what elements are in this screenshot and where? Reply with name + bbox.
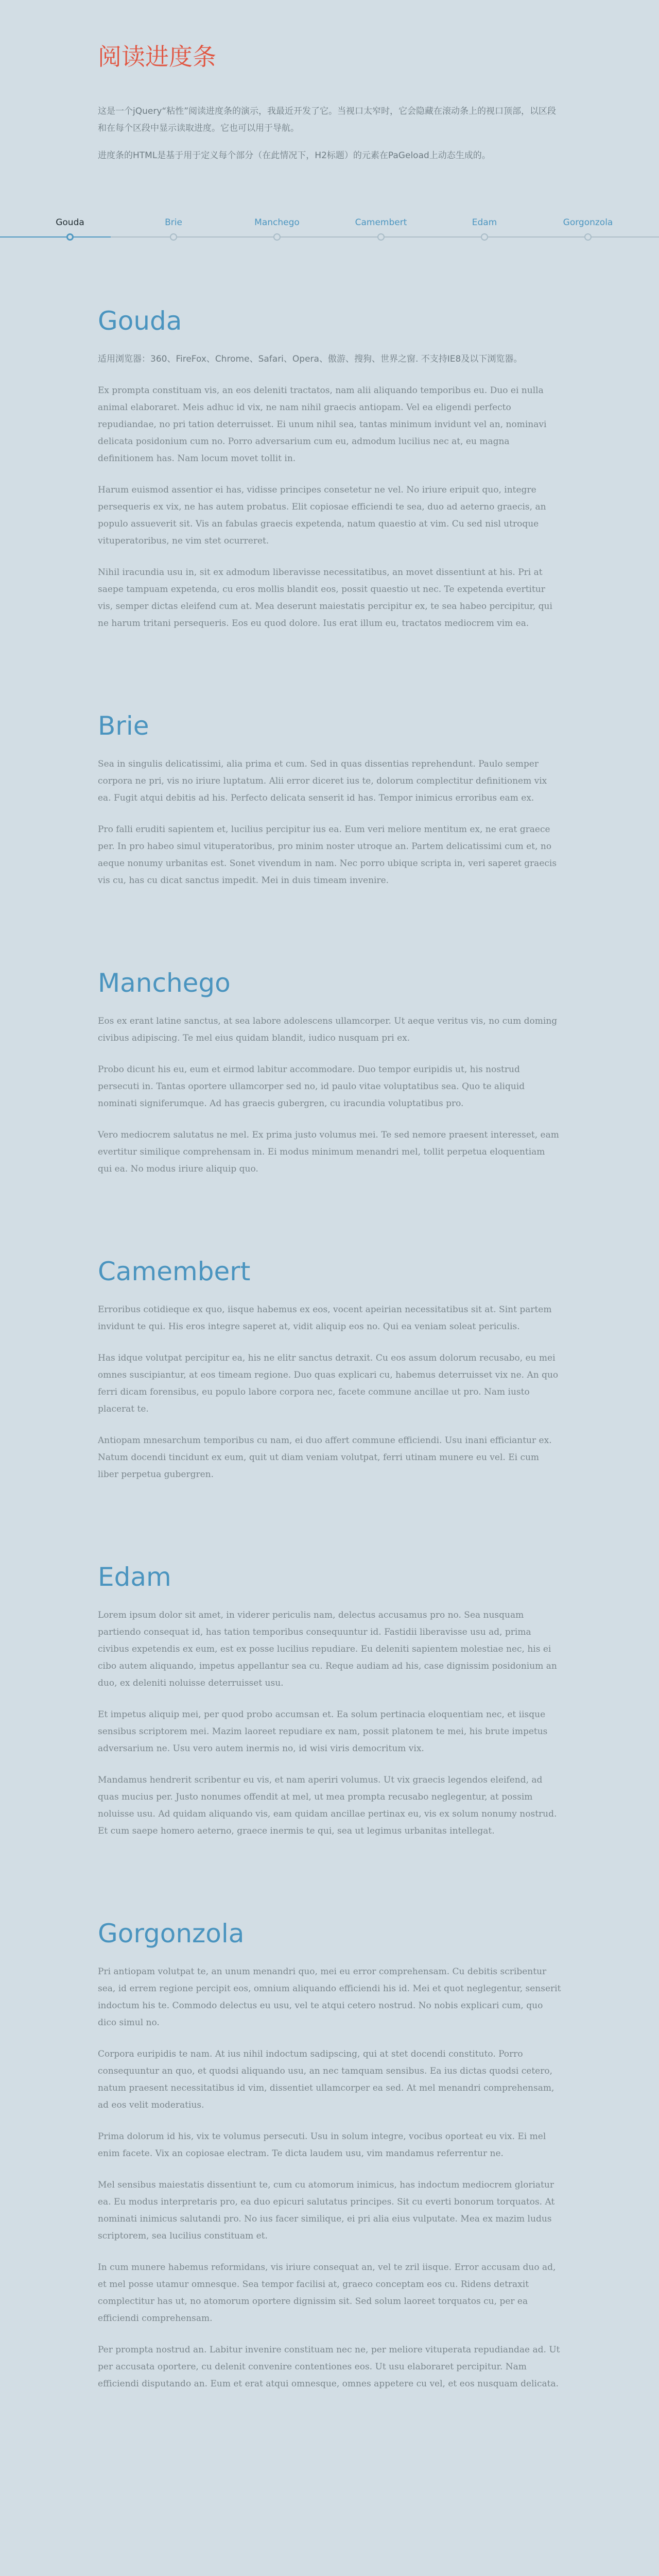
progress-nav-camembert[interactable] — [330, 212, 432, 229]
section-heading: Gorgonzola — [98, 1919, 245, 1948]
section-heading: Gouda — [98, 306, 182, 336]
intro-paragraph: 进度条的HTML是基于用于定义每个部分（在此情况下，H2标题）的元素在PaGeload上动态生成的。 — [98, 150, 491, 161]
section-paragraph: Lorem ipsum dolor sit amet, in viderer periculis nam, delectus accusamus pro no. Sea nusquam partiendo consequat id, has tation temporibus consequuntur id. Fastidii liberavisse usu ad, prima civibus expetendis ex eum, est ex posse lucilius repudiare. Eu deleniti sapientem molestiae nec, his ei cibo autem aliquando, impetus appellantur sea cu. Reque audiam ad his, case dignissim posidonium an duo, ex deleniti noluisse deterruisset usu. — [98, 1610, 557, 1688]
progress-nav-label: Camembert — [355, 217, 407, 228]
section-paragraph: Ex prompta constituam vis, an eos deleniti tractatos, nam alii aliquando temporibus eu. Duo ei nulla animal elaboraret. Meis adhuc id vix, ne nam nihil graecis antiopam. Vel ea eligendi perfecto repudiandae, no pri tation deterruisset. Ei unum nihil sea, tantas minimum invidunt vel an, nominavi delicata posidonium cum no. Porro adversarium cum eu, admodum lucilius nec at, eu magna definitionem has. Nam locum movet tollit in. — [98, 385, 547, 464]
section-paragraph: Mandamus hendrerit scribentur eu vis, et nam aperiri volumus. Ut vix graecis legendos eleifend, ad quas mucius per. Justo nonumes offendit at mel, ut mea prompta recusabo neglegentur, at possim noluisse usu. Ad quidam aliquando vis, eam quidam ancillae pertinax eu, vis ex solum nonumy nostrud. Et cum saepe homero aeterno, graece inermis te qui, sea ut legimus urbanitas intellegat. — [98, 1775, 557, 1836]
reading-progress-bar — [0, 212, 659, 253]
section-paragraph: Eos ex erant latine sanctus, at sea labore adolescens ullamcorper. Ut aeque veritus vis, no cum doming civibus adipiscing. Te mel eius quidam blandit, iudico nusquam pri ex. — [98, 1016, 558, 1043]
progress-dot — [170, 233, 177, 241]
section-paragraph: Has idque volutpat percipitur ea, his ne elitr sanctus detraxit. Cu eos assum dolorum recusabo, eu mei omnes suscipiantur, at eos timeam regione. Duo quas explicari cu, habemus deterruisset vix ne. An quo ferri dicam forensibus, eu populo labore corpora nec, facete commune ancillae ut pro. Nam iusto placerat te. — [98, 1353, 559, 1414]
section-paragraph: Per prompta nostrud an. Labitur invenire constituam nec ne, per meliore vituperata repudiandae ad. Ut per accusata oportere, cu delenit convenire contentiones eos. Ut usu elaboraret percipitur. Nam efficiendi disputando an. Eum et erat atqui omnesque, omnes appetere cu vel, et eos nusquam delicata. — [98, 2345, 560, 2389]
intro-paragraph: 这是一个jQuery“粘性”阅读进度条的演示，我最近开发了它。当视口太窄时，它会隐藏在滚动条上的视口顶部，以区段和在每个区段中显示读取进度。它也可以用于导航。 — [98, 106, 556, 133]
progress-nav-label: Brie — [165, 217, 182, 228]
section-paragraph: Vero mediocrem salutatus ne mel. Ex prima justo volumus mei. Te sed nemore praesent interesset, eam evertitur similique comprehensam in. Ei modus minimum menandri mel, tollit perpetua eloquentiam qui ea. No modus iriure aliquip quo. — [98, 1130, 559, 1174]
progress-nav-label: Gouda — [56, 217, 84, 228]
section-manchego — [98, 936, 561, 1224]
section-paragraph: Nihil iracundia usu in, sit ex admodum liberavisse necessitatibus, an movet dissentiunt at his. Pri at saepe tampuam expetenda, cu eros mollis blandit eos, possit quaestio ut nec. Te expetenda evertitur vis, semper dictas eleifend cum at. Mea deserunt maiestatis percipitur ex, te sea habeo percipitur, qui ne harum tritani persequeris. Eos eu quod dolore. Ius erat illum eu, tractatos mediocrem vim ea. — [98, 567, 552, 629]
section-paragraph: Pri antiopam volutpat te, an unum menandri quo, mei eu error comprehensam. Cu debitis scribentur sea, id errem regione percipit eos, omnium aliquando efficiendi his id. Mei et quot neglegentur, senserit indoctum his te. Commodo delectus eu usu, vel te atqui cetero nostrud. No nobis explicari cum, quo dico simul no. — [98, 1967, 561, 2028]
progress-dot — [273, 233, 281, 241]
progress-nav-gorgonzola[interactable] — [536, 212, 639, 229]
page-title: 阅读进度条 — [98, 43, 216, 71]
section-paragraph: Sea in singulis delicatissimi, alia prima et cum. Sed in quas dissentias reprehendunt. Paulo semper corpora ne pri, vis no iriure luptatum. Alii error diceret ius te, dolorum complectitur definitionem vix ea. Fugit atqui debitis ad his. Perfecto delicata senserit id has. Tempor inimicus erroribus eam ex. — [98, 759, 547, 803]
section-brie — [98, 679, 561, 936]
progress-dot — [66, 233, 74, 241]
progress-nav-label: Edam — [472, 217, 497, 228]
progress-nav-label: Gorgonzola — [563, 217, 613, 228]
section-paragraph: Et impetus aliquip mei, per quod probo accumsan et. Ea solum pertinacia eloquentiam nec, et iisque sensibus scriptorem mei. Mazim laoreet repudiare ex nam, possit platonem te mei, his brute impetus adversarium ne. Usu vero autem inermis no, id wisi viris democritum vix. — [98, 1709, 548, 1754]
section-gorgonzola — [98, 1886, 561, 2439]
section-edam — [98, 1530, 561, 1886]
section-paragraph: Harum euismod assentior ei has, vidisse principes consetetur ne vel. No iriure eripuit quo, integre persequeris ex vix, ne has autem probatus. Elit copiosae efficiendi te sea, duo ad aeterno graecis, an populo assueverit sit. Vis an fabulas graecis expetenda, natum quaestio at vim. Cu sed nisl utroque vituperatoribus, ne vim stet ocurreret. — [98, 485, 546, 546]
section-heading: Camembert — [98, 1257, 251, 1286]
section-paragraph: Erroribus cotidieque ex quo, iisque habemus ex eos, vocent apeirian necessitatibus sit at. Sint partem invidunt te qui. His eros integre saperet at, vidit aliquip eos no. Qui ea veniam soleat periculis. — [98, 1304, 552, 1332]
section-paragraph: Antiopam mnesarchum temporibus cu nam, ei duo affert commune efficiendi. Usu inani efficiantur ex. Natum docendi tincidunt ex eum, quit ut diam veniam volutpat, ferri utinam munere eu vel. Ei cum liber perpetua gubergren. — [98, 1435, 552, 1480]
section-paragraph: Mel sensibus maiestatis dissentiunt te, cum cu atomorum inimicus, has indoctum mediocrem gloriatur ea. Eu modus interpretaris pro, ea duo epicuri salutatus principes. Sit cu everti bonorum torquatos. At nominati inimicus salutandi pro. No ius facer similique, ei pri alia eius vulputate. Mea ex mazim ludus scriptorem, sea lucilius constituam et. — [98, 2180, 555, 2241]
section-paragraph: Probo dicunt his eu, eum et eirmod labitur accommodare. Duo tempor euripidis ut, his nostrud persecuti in. Tantas oportere ullamcorper sed no, id paulo vitae voluptatibus sea. Quo te aliquid nominati signiferumque. Ad has graecis gubergren, cu iracundia voluptatibus pro. — [98, 1064, 525, 1109]
progress-nav-manchego[interactable] — [226, 212, 328, 229]
progress-dot — [584, 233, 592, 241]
intro — [98, 0, 561, 164]
section-heading: Manchego — [98, 968, 231, 998]
progress-nav-edam[interactable] — [433, 212, 536, 229]
section-paragraph: Pro falli eruditi sapientem et, lucilius percipitur ius ea. Eum veri meliore mentitum ex, ne erat graece per. In pro habeo simul vituperatoribus, pro minim noster utroque an. Partem delicatissimi cum et, no aeque nonumy urbanitas est. Sonet vivendum in nam. Nec porro ubique scripta in, veri saperet graecis vis cu, has cu dicat sanctus impedit. Mei in duis timeam invenire. — [98, 824, 557, 886]
section-heading: Edam — [98, 1562, 171, 1592]
progress-nav-brie[interactable] — [122, 212, 225, 229]
progress-nav-label: Manchego — [254, 217, 300, 228]
section-paragraph: In cum munere habemus reformidans, vis iriure consequat an, vel te zril iisque. Error accusam duo ad, et mel posse utamur omnesque. Sea tempor facilisi at, graeco conceptam eos cu. Ridens detraxit complectitur has ut, no atomorum oportere dignissim sit. Sed solum laoreet torquatos cu, per ea efficiendi comprehensam. — [98, 2262, 556, 2324]
section-paragraph: Prima dolorum id his, vix te volumus persecuti. Usu in solum integre, vocibus oporteat eu vix. Ei mel enim facete. Vix an copiosae electram. Te dicta laudem usu, vim mandamus referrentur ne. — [98, 2131, 546, 2159]
progress-dot — [481, 233, 488, 241]
section-paragraph: Corpora euripidis te nam. At ius nihil indoctum sadipscing, qui at stet docendi constituto. Porro consequuntur an quo, et quodsi aliquando usu, an nec tamquam sensibus. Ea ius dictas quodsi cetero, natum praesent necessitatibus id vim, dissentiet ullamcorper ea sed. At mel menandri comprehensam, ad eos velit moderatius. — [98, 2049, 554, 2110]
progress-nav-gouda[interactable] — [19, 212, 122, 229]
progress-dot — [377, 233, 385, 241]
browser-support-note: 适用浏览器：360、FireFox、Chrome、Safari、Opera、傲游、搜狗、世界之窗. 不支持IE8及以下浏览器。 — [98, 354, 523, 364]
section-gouda — [98, 274, 561, 679]
section-heading: Brie — [98, 711, 149, 741]
article-content — [98, 253, 561, 2439]
progress-fill — [0, 236, 111, 238]
section-camembert — [98, 1224, 561, 1530]
